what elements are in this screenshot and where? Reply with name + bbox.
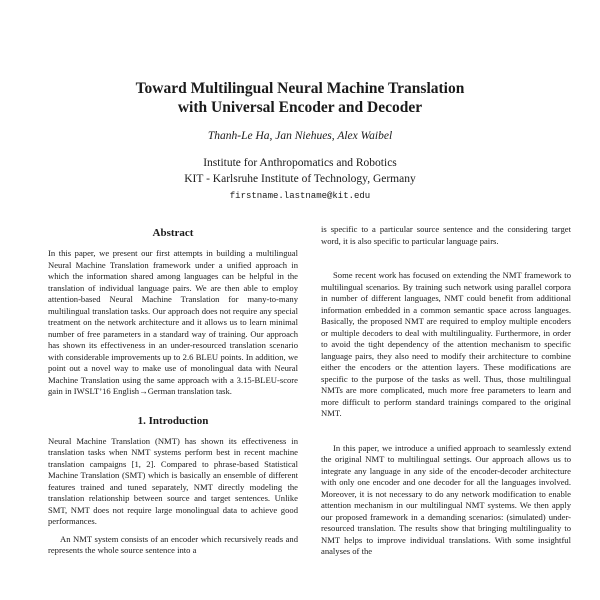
authors: Thanh-Le Ha, Jan Niehues, Alex Waibel <box>207 130 393 142</box>
abstract-heading: Abstract <box>152 227 194 239</box>
paper-title-line2: with Universal Encoder and Decoder <box>177 99 423 116</box>
author-email: firstname.lastname@kit.edu <box>229 191 371 201</box>
affiliation-line2: KIT - Karlsruhe Institute of Technology, Germany <box>184 173 416 185</box>
right-paragraph-3: In this paper, we introduce a unified approach to seamlessly extend the original NMT to multilingual settings. Our approach allows us to integrate any language in any side of the encoder-decoder architecture with only one encoder and one decoder for all the languages involved. Moreover, it is not necessary to do any network modification to enable attention mechanism in our multilingual NMT systems. We then apply our proposed framework in a demanding scenarios: (simulated) under-resourced translation. The results show that bringing multilinguality to NMT helps to improve individual translations. With some insightful analyses of the <box>321 442 571 556</box>
introduction-paragraph-1: Neural Machine Translation (NMT) has shown its effectiveness in translation tasks when NMT systems perform best in recent machine translation campaigns [1, 2]. Compared to phrase-based Statistical Machine Translation (SMT) which is basically an ensemble of different features trained and tuned separately, NMT directly modeling the translation relationship between source and target sentences. Unlike SMT, NMT does not require large monolingual data to achieve good performances. <box>48 435 298 526</box>
right-paragraph-1: is specific to a particular source sentence and the considering target word, it is also specific to particular language pairs. <box>321 224 571 246</box>
abstract-text: In this paper, we present our first attempts in building a multilingual Neural Machine Translation framework under a unified approach in which the information shared among languages can be helpful in the translation of individual language pairs. We are then able to employ attention-based Neural Machine Translation for many-to-many multilingual translation tasks. Our approach does not require any special treatment on the network architecture and it allows us to learn minimal number of free parameters in a standard way of training. Our approach has shown its effectiveness in an under-resourced translation scenario with considerable improvements up to 2.6 BLEU points. In addition, we point out a novel way to make use of monolingual data with Neural Machine Translation using the same approach with a 3.15-BLEU-score gain in IWSLT’16 English→German translation task. <box>48 248 298 396</box>
introduction-paragraph-2: An NMT system consists of an encoder which recursively reads and represents the whole source sentence into a <box>48 533 298 555</box>
paper-title-line1: Toward Multilingual Neural Machine Translation <box>135 80 465 97</box>
introduction-heading: 1. Introduction <box>137 414 209 427</box>
affiliation-line1: Institute for Anthropomatics and Robotics <box>203 157 397 169</box>
left-column <box>48 220 298 557</box>
right-paragraph-2: Some recent work has focused on extending the NMT framework to multilingual scenarios. By training such network using parallel corpora in number of different languages, NMT could benefit from additional information embedded in a common semantic space across languages. Basically, the proposed NMT are required to employ multiple encoders or multiple decoders to deal with multilinguality. Furthermore, in order to avoid the tight dependency of the attention mechanism to specific language pairs, they also need to modify their architecture to combine either the encoders or the attention layers. These modifications are specific to the purpose of the tasks as well. Thus, those multilingual NMTs are more complicated, much more free parameters to learn and more difficult to perform standard trainings compared to the original NMT. <box>321 270 571 418</box>
right-column <box>321 220 571 558</box>
